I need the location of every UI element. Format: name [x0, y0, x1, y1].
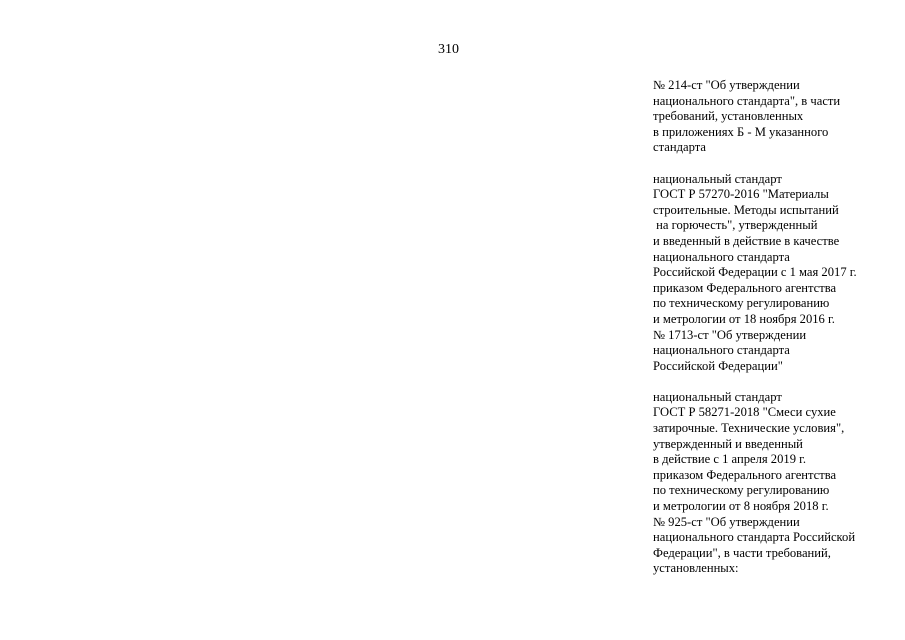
- page-number: 310: [438, 42, 459, 57]
- text-line: по техническому регулированию: [653, 296, 830, 311]
- text-line: затирочные. Технические условия",: [653, 421, 845, 436]
- text-line: стандарта: [653, 140, 706, 155]
- text-line: и введенный в действие в качестве: [653, 233, 840, 248]
- text-line: № 214-ст "Об утверждении: [653, 78, 800, 92]
- text-line: и метрологии от 8 ноября 2018 г.: [653, 499, 829, 514]
- text-line: № 925-ст "Об утверждении: [653, 514, 800, 529]
- text-line: Федерации", в части требований,: [653, 545, 831, 560]
- text-line: и метрологии от 18 ноября 2016 г.: [653, 311, 835, 326]
- text-line: на горючесть", утвержденный: [653, 218, 818, 233]
- text-line: Российской Федерации": [653, 358, 783, 373]
- text-line: в действие с 1 апреля 2019 г.: [653, 452, 807, 467]
- text-line: строительные. Методы испытаний: [653, 202, 839, 217]
- text-line: национального стандарта Российской: [653, 530, 856, 545]
- text-line: требований, установленных: [653, 109, 804, 124]
- text-line: приказом Федерального агентства: [653, 280, 837, 295]
- text-line: национального стандарта", в части: [653, 93, 841, 108]
- text-line: утвержденный и введенный: [653, 436, 803, 451]
- text-line: установленных:: [653, 561, 739, 576]
- text-line: национальный стандарт: [653, 171, 782, 186]
- text-block-1: [653, 78, 898, 156]
- right-column-text: [653, 78, 898, 577]
- text-line: Российской Федерации с 1 мая 2017 г.: [653, 265, 857, 280]
- text-line: ГОСТ Р 58271-2018 "Смеси сухие: [653, 405, 836, 420]
- text-block-3: [653, 390, 898, 577]
- text-line: в приложениях Б - М указанного: [653, 124, 829, 139]
- text-block-2: [653, 172, 898, 375]
- text-line: национальный стандарт: [653, 389, 782, 404]
- text-line: национального стандарта: [653, 249, 790, 264]
- text-line: приказом Федерального агентства: [653, 467, 837, 482]
- text-line: № 1713-ст "Об утверждении: [653, 327, 807, 342]
- text-line: по техническому регулированию: [653, 483, 830, 498]
- text-line: ГОСТ Р 57270-2016 "Материалы: [653, 187, 829, 202]
- text-line: национального стандарта: [653, 343, 790, 358]
